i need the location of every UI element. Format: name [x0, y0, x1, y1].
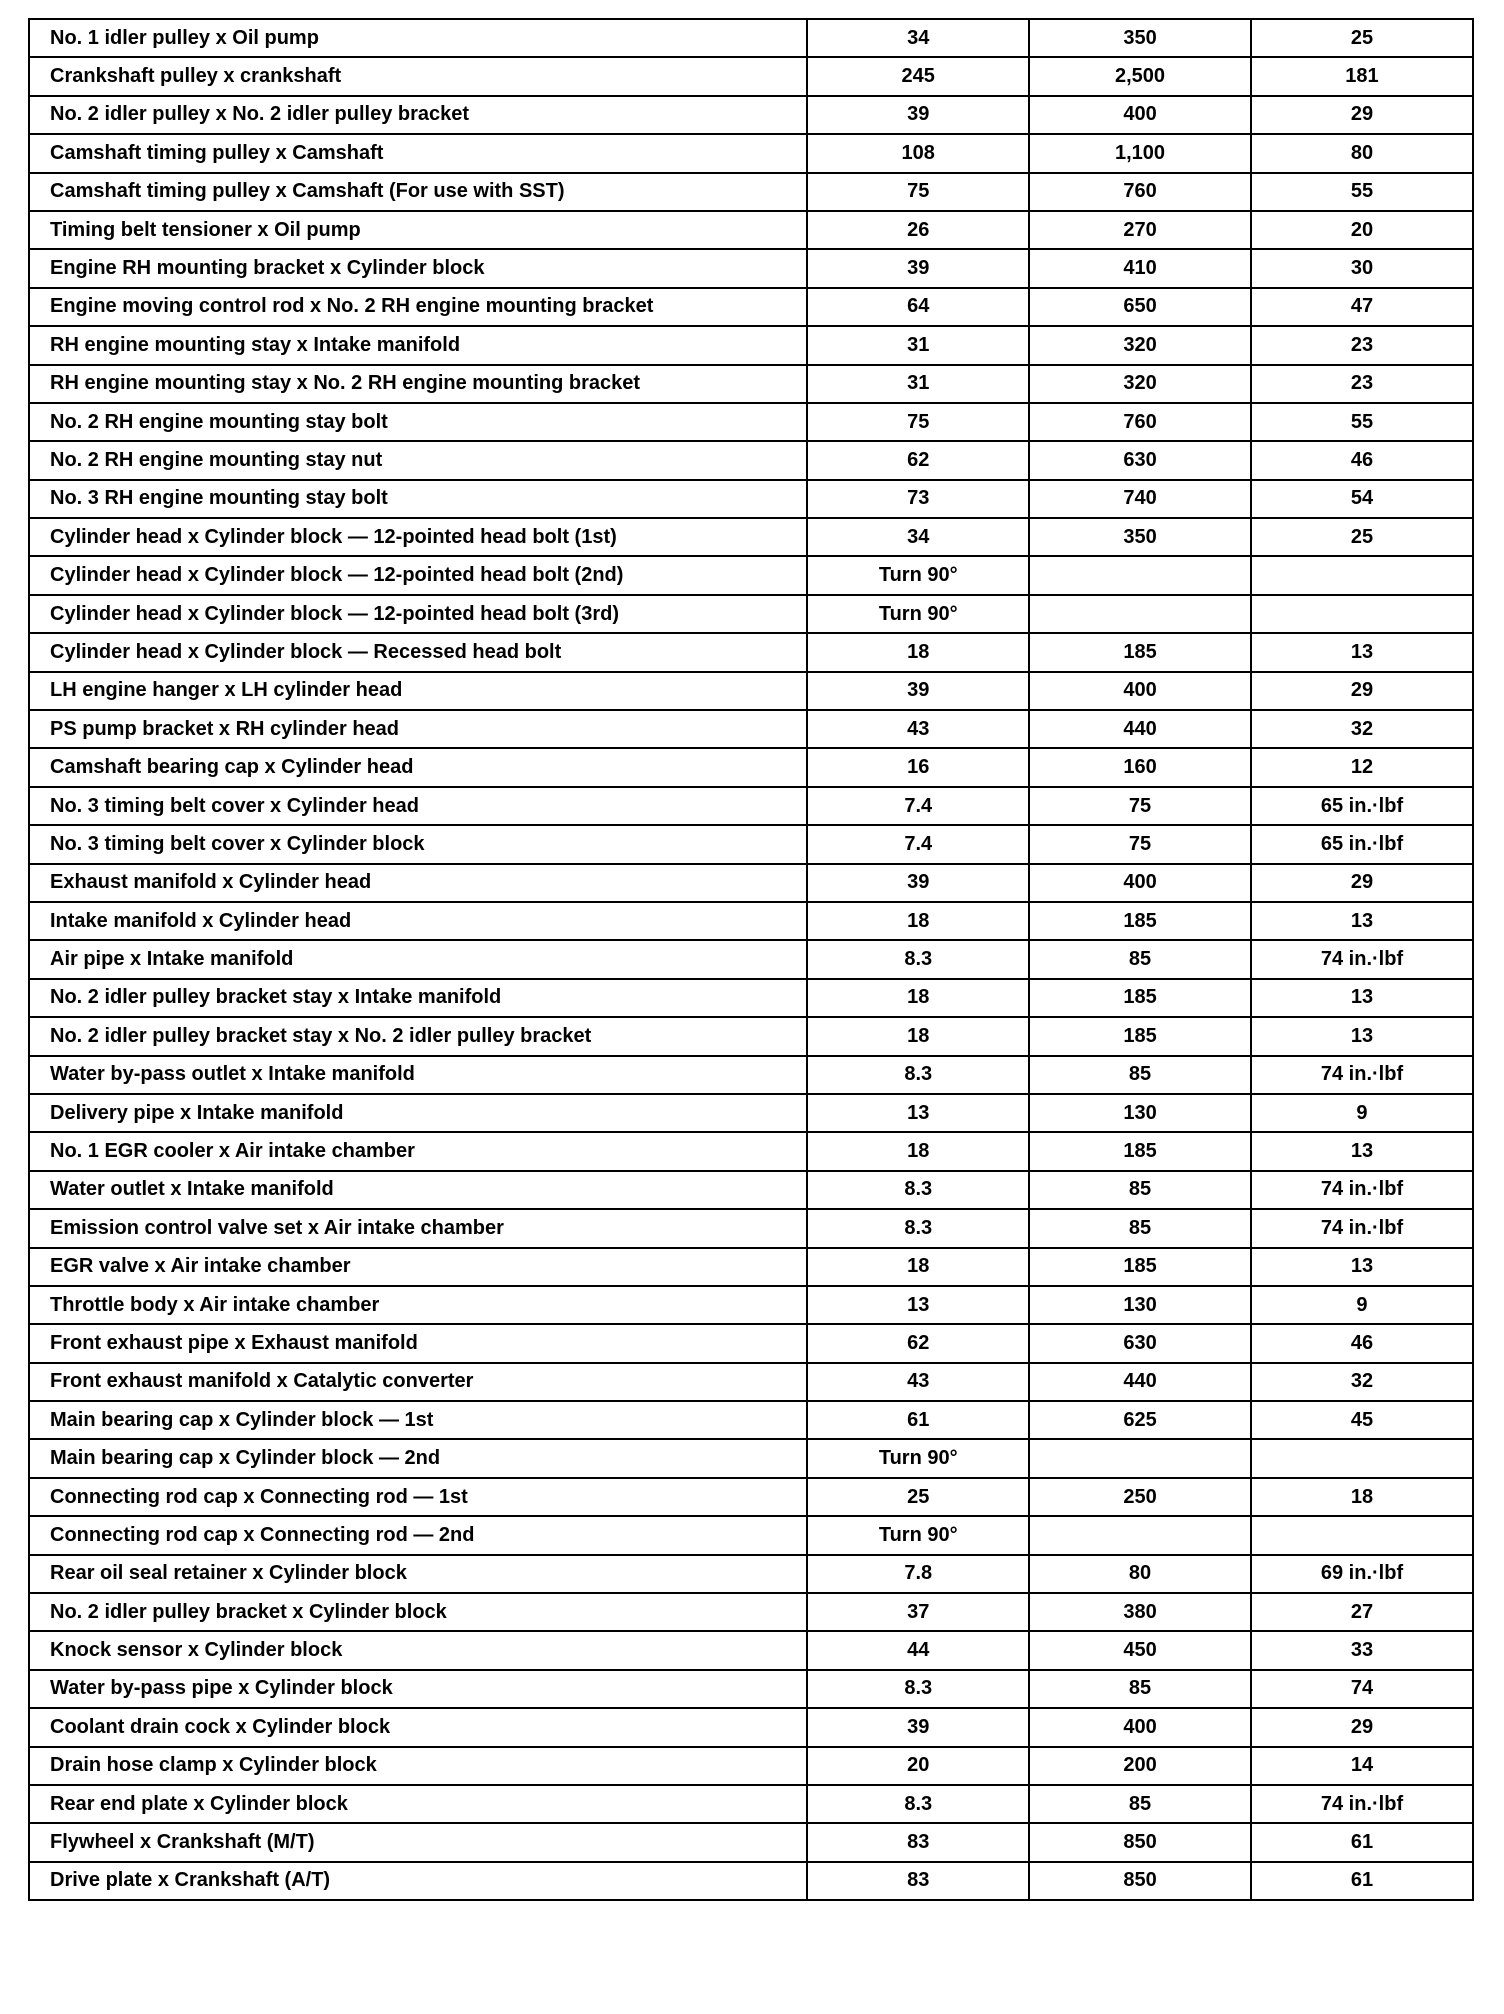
- part-name-cell: Cylinder head x Cylinder block — Recessed head bolt: [29, 633, 807, 671]
- torque-nm-cell: 83: [807, 1862, 1029, 1900]
- torque-kgfcm-cell: 400: [1029, 96, 1251, 134]
- table-row: [29, 57, 1473, 95]
- table-row: [29, 1017, 1473, 1055]
- torque-nm-cell: 8.3: [807, 940, 1029, 978]
- torque-ftlbf-cell: 46: [1251, 1324, 1473, 1362]
- table-row: [29, 1631, 1473, 1669]
- torque-kgfcm-cell: 320: [1029, 365, 1251, 403]
- table-row: [29, 864, 1473, 902]
- torque-ftlbf-cell: 20: [1251, 211, 1473, 249]
- part-name-cell: Connecting rod cap x Connecting rod — 2nd: [29, 1516, 807, 1554]
- torque-ftlbf-cell: 13: [1251, 902, 1473, 940]
- table-body: [29, 19, 1473, 1900]
- part-name-cell: Cylinder head x Cylinder block — 12-pointed head bolt (3rd): [29, 595, 807, 633]
- table-row: [29, 940, 1473, 978]
- table-row: [29, 480, 1473, 518]
- torque-ftlbf-cell: 25: [1251, 518, 1473, 556]
- torque-nm-cell: 43: [807, 710, 1029, 748]
- torque-kgfcm-cell: 850: [1029, 1862, 1251, 1900]
- torque-kgfcm-cell: 200: [1029, 1747, 1251, 1785]
- torque-kgfcm-cell: 185: [1029, 1017, 1251, 1055]
- torque-ftlbf-cell: 74 in.·lbf: [1251, 1785, 1473, 1823]
- torque-kgfcm-cell: 410: [1029, 249, 1251, 287]
- torque-nm-cell: 31: [807, 365, 1029, 403]
- torque-kgfcm-cell: 80: [1029, 1555, 1251, 1593]
- table-row: [29, 19, 1473, 57]
- torque-nm-cell: 39: [807, 864, 1029, 902]
- torque-nm-cell: 18: [807, 979, 1029, 1017]
- torque-kgfcm-cell: 760: [1029, 403, 1251, 441]
- torque-kgfcm-cell: 270: [1029, 211, 1251, 249]
- torque-ftlbf-cell: 27: [1251, 1593, 1473, 1631]
- table-row: [29, 710, 1473, 748]
- torque-nm-cell: 8.3: [807, 1171, 1029, 1209]
- torque-ftlbf-cell: 54: [1251, 480, 1473, 518]
- part-name-cell: Drive plate x Crankshaft (A/T): [29, 1862, 807, 1900]
- part-name-cell: Cylinder head x Cylinder block — 12-pointed head bolt (2nd): [29, 556, 807, 594]
- torque-nm-cell: Turn 90°: [807, 1439, 1029, 1477]
- torque-nm-cell: Turn 90°: [807, 1516, 1029, 1554]
- torque-ftlbf-cell: 13: [1251, 1017, 1473, 1055]
- torque-ftlbf-cell: 80: [1251, 134, 1473, 172]
- torque-ftlbf-cell: [1251, 556, 1473, 594]
- part-name-cell: EGR valve x Air intake chamber: [29, 1248, 807, 1286]
- table-row: [29, 595, 1473, 633]
- torque-nm-cell: Turn 90°: [807, 556, 1029, 594]
- torque-ftlbf-cell: 47: [1251, 288, 1473, 326]
- part-name-cell: Front exhaust manifold x Catalytic converter: [29, 1363, 807, 1401]
- torque-kgfcm-cell: 625: [1029, 1401, 1251, 1439]
- torque-kgfcm-cell: 75: [1029, 787, 1251, 825]
- torque-ftlbf-cell: 25: [1251, 19, 1473, 57]
- part-name-cell: Crankshaft pulley x crankshaft: [29, 57, 807, 95]
- table-row: [29, 1708, 1473, 1746]
- torque-kgfcm-cell: 320: [1029, 326, 1251, 364]
- table-row: [29, 672, 1473, 710]
- torque-kgfcm-cell: 85: [1029, 1056, 1251, 1094]
- table-row: [29, 1593, 1473, 1631]
- table-row: [29, 1862, 1473, 1900]
- torque-kgfcm-cell: 75: [1029, 825, 1251, 863]
- torque-kgfcm-cell: 440: [1029, 1363, 1251, 1401]
- torque-ftlbf-cell: 9: [1251, 1094, 1473, 1132]
- torque-ftlbf-cell: 74 in.·lbf: [1251, 1056, 1473, 1094]
- part-name-cell: No. 3 RH engine mounting stay bolt: [29, 480, 807, 518]
- table-row: [29, 1439, 1473, 1477]
- torque-kgfcm-cell: 185: [1029, 902, 1251, 940]
- torque-nm-cell: 34: [807, 19, 1029, 57]
- table-row: [29, 633, 1473, 671]
- part-name-cell: No. 1 idler pulley x Oil pump: [29, 19, 807, 57]
- table-row: [29, 1286, 1473, 1324]
- part-name-cell: Drain hose clamp x Cylinder block: [29, 1747, 807, 1785]
- table-row: [29, 556, 1473, 594]
- part-name-cell: Cylinder head x Cylinder block — 12-pointed head bolt (1st): [29, 518, 807, 556]
- torque-ftlbf-cell: 74 in.·lbf: [1251, 1171, 1473, 1209]
- torque-ftlbf-cell: [1251, 595, 1473, 633]
- part-name-cell: Delivery pipe x Intake manifold: [29, 1094, 807, 1132]
- part-name-cell: Main bearing cap x Cylinder block — 1st: [29, 1401, 807, 1439]
- table-row: [29, 1248, 1473, 1286]
- torque-ftlbf-cell: 69 in.·lbf: [1251, 1555, 1473, 1593]
- table-row: [29, 1785, 1473, 1823]
- torque-nm-cell: 8.3: [807, 1209, 1029, 1247]
- part-name-cell: Exhaust manifold x Cylinder head: [29, 864, 807, 902]
- part-name-cell: No. 1 EGR cooler x Air intake chamber: [29, 1132, 807, 1170]
- table-row: [29, 1056, 1473, 1094]
- torque-ftlbf-cell: 32: [1251, 710, 1473, 748]
- torque-ftlbf-cell: 55: [1251, 403, 1473, 441]
- torque-ftlbf-cell: 18: [1251, 1478, 1473, 1516]
- torque-nm-cell: 39: [807, 1708, 1029, 1746]
- torque-spec-table: [28, 18, 1474, 1901]
- part-name-cell: Intake manifold x Cylinder head: [29, 902, 807, 940]
- part-name-cell: PS pump bracket x RH cylinder head: [29, 710, 807, 748]
- torque-ftlbf-cell: [1251, 1439, 1473, 1477]
- table-row: [29, 748, 1473, 786]
- torque-ftlbf-cell: 9: [1251, 1286, 1473, 1324]
- torque-nm-cell: 43: [807, 1363, 1029, 1401]
- torque-nm-cell: 18: [807, 902, 1029, 940]
- part-name-cell: No. 2 RH engine mounting stay bolt: [29, 403, 807, 441]
- torque-nm-cell: 62: [807, 441, 1029, 479]
- torque-kgfcm-cell: 850: [1029, 1823, 1251, 1861]
- torque-ftlbf-cell: 12: [1251, 748, 1473, 786]
- torque-nm-cell: 7.4: [807, 825, 1029, 863]
- part-name-cell: Connecting rod cap x Connecting rod — 1st: [29, 1478, 807, 1516]
- torque-kgfcm-cell: 160: [1029, 748, 1251, 786]
- torque-kgfcm-cell: 85: [1029, 1670, 1251, 1708]
- torque-ftlbf-cell: 45: [1251, 1401, 1473, 1439]
- torque-kgfcm-cell: 400: [1029, 672, 1251, 710]
- torque-ftlbf-cell: 61: [1251, 1823, 1473, 1861]
- part-name-cell: Rear end plate x Cylinder block: [29, 1785, 807, 1823]
- table-row: [29, 134, 1473, 172]
- torque-ftlbf-cell: 33: [1251, 1631, 1473, 1669]
- torque-kgfcm-cell: 85: [1029, 1209, 1251, 1247]
- table-row: [29, 1324, 1473, 1362]
- torque-kgfcm-cell: 185: [1029, 979, 1251, 1017]
- table-row: [29, 1132, 1473, 1170]
- table-row: [29, 1747, 1473, 1785]
- part-name-cell: Camshaft timing pulley x Camshaft (For use with SST): [29, 173, 807, 211]
- torque-ftlbf-cell: 74 in.·lbf: [1251, 1209, 1473, 1247]
- table-row: [29, 1555, 1473, 1593]
- torque-nm-cell: 20: [807, 1747, 1029, 1785]
- table-row: [29, 1823, 1473, 1861]
- torque-nm-cell: 16: [807, 748, 1029, 786]
- torque-kgfcm-cell: 740: [1029, 480, 1251, 518]
- torque-ftlbf-cell: 181: [1251, 57, 1473, 95]
- torque-nm-cell: 83: [807, 1823, 1029, 1861]
- part-name-cell: No. 2 idler pulley bracket stay x Intake manifold: [29, 979, 807, 1017]
- torque-ftlbf-cell: 61: [1251, 1862, 1473, 1900]
- part-name-cell: Water by-pass pipe x Cylinder block: [29, 1670, 807, 1708]
- part-name-cell: Flywheel x Crankshaft (M/T): [29, 1823, 807, 1861]
- torque-ftlbf-cell: 29: [1251, 864, 1473, 902]
- torque-ftlbf-cell: 30: [1251, 249, 1473, 287]
- torque-kgfcm-cell: 440: [1029, 710, 1251, 748]
- table-row: [29, 787, 1473, 825]
- part-name-cell: Front exhaust pipe x Exhaust manifold: [29, 1324, 807, 1362]
- torque-ftlbf-cell: 13: [1251, 979, 1473, 1017]
- torque-nm-cell: 8.3: [807, 1670, 1029, 1708]
- torque-nm-cell: 25: [807, 1478, 1029, 1516]
- torque-ftlbf-cell: [1251, 1516, 1473, 1554]
- torque-ftlbf-cell: 13: [1251, 1248, 1473, 1286]
- torque-kgfcm-cell: 85: [1029, 1171, 1251, 1209]
- part-name-cell: Water by-pass outlet x Intake manifold: [29, 1056, 807, 1094]
- torque-ftlbf-cell: 29: [1251, 672, 1473, 710]
- part-name-cell: No. 2 idler pulley x No. 2 idler pulley bracket: [29, 96, 807, 134]
- part-name-cell: RH engine mounting stay x No. 2 RH engine mounting bracket: [29, 365, 807, 403]
- torque-ftlbf-cell: 14: [1251, 1747, 1473, 1785]
- part-name-cell: RH engine mounting stay x Intake manifold: [29, 326, 807, 364]
- table-row: [29, 1478, 1473, 1516]
- torque-kgfcm-cell: 630: [1029, 1324, 1251, 1362]
- part-name-cell: LH engine hanger x LH cylinder head: [29, 672, 807, 710]
- torque-kgfcm-cell: 450: [1029, 1631, 1251, 1669]
- table-row: [29, 1670, 1473, 1708]
- torque-ftlbf-cell: 46: [1251, 441, 1473, 479]
- torque-nm-cell: 245: [807, 57, 1029, 95]
- part-name-cell: Engine RH mounting bracket x Cylinder block: [29, 249, 807, 287]
- table-row: [29, 173, 1473, 211]
- table-row: [29, 825, 1473, 863]
- torque-nm-cell: 39: [807, 96, 1029, 134]
- torque-ftlbf-cell: 32: [1251, 1363, 1473, 1401]
- torque-kgfcm-cell: 185: [1029, 1248, 1251, 1286]
- torque-kgfcm-cell: [1029, 1516, 1251, 1554]
- torque-kgfcm-cell: 250: [1029, 1478, 1251, 1516]
- torque-nm-cell: 108: [807, 134, 1029, 172]
- table-row: [29, 403, 1473, 441]
- torque-nm-cell: 18: [807, 1248, 1029, 1286]
- torque-ftlbf-cell: 13: [1251, 1132, 1473, 1170]
- torque-ftlbf-cell: 23: [1251, 326, 1473, 364]
- torque-kgfcm-cell: 630: [1029, 441, 1251, 479]
- part-name-cell: Camshaft bearing cap x Cylinder head: [29, 748, 807, 786]
- torque-kgfcm-cell: 400: [1029, 1708, 1251, 1746]
- part-name-cell: No. 3 timing belt cover x Cylinder block: [29, 825, 807, 863]
- torque-nm-cell: 18: [807, 633, 1029, 671]
- part-name-cell: Throttle body x Air intake chamber: [29, 1286, 807, 1324]
- torque-kgfcm-cell: 1,100: [1029, 134, 1251, 172]
- table-row: [29, 902, 1473, 940]
- torque-ftlbf-cell: 74 in.·lbf: [1251, 940, 1473, 978]
- part-name-cell: No. 2 idler pulley bracket stay x No. 2 idler pulley bracket: [29, 1017, 807, 1055]
- torque-nm-cell: 39: [807, 672, 1029, 710]
- part-name-cell: Water outlet x Intake manifold: [29, 1171, 807, 1209]
- torque-nm-cell: 64: [807, 288, 1029, 326]
- torque-ftlbf-cell: 65 in.·lbf: [1251, 787, 1473, 825]
- table-row: [29, 1401, 1473, 1439]
- torque-nm-cell: 61: [807, 1401, 1029, 1439]
- table-row: [29, 1209, 1473, 1247]
- torque-nm-cell: 7.4: [807, 787, 1029, 825]
- table-row: [29, 211, 1473, 249]
- table-row: [29, 249, 1473, 287]
- table-row: [29, 96, 1473, 134]
- torque-kgfcm-cell: 185: [1029, 1132, 1251, 1170]
- torque-nm-cell: 62: [807, 1324, 1029, 1362]
- torque-nm-cell: 8.3: [807, 1056, 1029, 1094]
- torque-nm-cell: 44: [807, 1631, 1029, 1669]
- torque-nm-cell: 37: [807, 1593, 1029, 1631]
- part-name-cell: Main bearing cap x Cylinder block — 2nd: [29, 1439, 807, 1477]
- torque-nm-cell: 34: [807, 518, 1029, 556]
- torque-kgfcm-cell: 350: [1029, 19, 1251, 57]
- torque-kgfcm-cell: 400: [1029, 864, 1251, 902]
- torque-nm-cell: Turn 90°: [807, 595, 1029, 633]
- torque-kgfcm-cell: 760: [1029, 173, 1251, 211]
- torque-kgfcm-cell: 350: [1029, 518, 1251, 556]
- part-name-cell: Camshaft timing pulley x Camshaft: [29, 134, 807, 172]
- torque-ftlbf-cell: 65 in.·lbf: [1251, 825, 1473, 863]
- torque-ftlbf-cell: 29: [1251, 96, 1473, 134]
- table-row: [29, 518, 1473, 556]
- torque-nm-cell: 18: [807, 1132, 1029, 1170]
- torque-kgfcm-cell: 130: [1029, 1094, 1251, 1132]
- torque-nm-cell: 18: [807, 1017, 1029, 1055]
- part-name-cell: No. 3 timing belt cover x Cylinder head: [29, 787, 807, 825]
- torque-kgfcm-cell: [1029, 595, 1251, 633]
- part-name-cell: No. 2 RH engine mounting stay nut: [29, 441, 807, 479]
- torque-kgfcm-cell: 650: [1029, 288, 1251, 326]
- torque-nm-cell: 7.8: [807, 1555, 1029, 1593]
- torque-nm-cell: 26: [807, 211, 1029, 249]
- table-row: [29, 441, 1473, 479]
- torque-kgfcm-cell: 85: [1029, 940, 1251, 978]
- torque-nm-cell: 75: [807, 403, 1029, 441]
- torque-ftlbf-cell: 74: [1251, 1670, 1473, 1708]
- torque-nm-cell: 8.3: [807, 1785, 1029, 1823]
- torque-kgfcm-cell: [1029, 1439, 1251, 1477]
- table-row: [29, 979, 1473, 1017]
- table-row: [29, 1094, 1473, 1132]
- part-name-cell: Engine moving control rod x No. 2 RH engine mounting bracket: [29, 288, 807, 326]
- part-name-cell: No. 2 idler pulley bracket x Cylinder block: [29, 1593, 807, 1631]
- torque-nm-cell: 75: [807, 173, 1029, 211]
- torque-nm-cell: 39: [807, 249, 1029, 287]
- table-row: [29, 1363, 1473, 1401]
- torque-kgfcm-cell: 2,500: [1029, 57, 1251, 95]
- torque-nm-cell: 31: [807, 326, 1029, 364]
- torque-nm-cell: 73: [807, 480, 1029, 518]
- part-name-cell: Air pipe x Intake manifold: [29, 940, 807, 978]
- torque-ftlbf-cell: 29: [1251, 1708, 1473, 1746]
- part-name-cell: Emission control valve set x Air intake chamber: [29, 1209, 807, 1247]
- table-row: [29, 1171, 1473, 1209]
- torque-ftlbf-cell: 13: [1251, 633, 1473, 671]
- torque-nm-cell: 13: [807, 1094, 1029, 1132]
- torque-kgfcm-cell: 185: [1029, 633, 1251, 671]
- part-name-cell: Rear oil seal retainer x Cylinder block: [29, 1555, 807, 1593]
- table-row: [29, 365, 1473, 403]
- part-name-cell: Coolant drain cock x Cylinder block: [29, 1708, 807, 1746]
- torque-kgfcm-cell: 130: [1029, 1286, 1251, 1324]
- table-row: [29, 1516, 1473, 1554]
- table-row: [29, 326, 1473, 364]
- table-row: [29, 288, 1473, 326]
- torque-kgfcm-cell: [1029, 556, 1251, 594]
- torque-kgfcm-cell: 380: [1029, 1593, 1251, 1631]
- part-name-cell: Timing belt tensioner x Oil pump: [29, 211, 807, 249]
- torque-kgfcm-cell: 85: [1029, 1785, 1251, 1823]
- part-name-cell: Knock sensor x Cylinder block: [29, 1631, 807, 1669]
- torque-nm-cell: 13: [807, 1286, 1029, 1324]
- torque-ftlbf-cell: 23: [1251, 365, 1473, 403]
- torque-ftlbf-cell: 55: [1251, 173, 1473, 211]
